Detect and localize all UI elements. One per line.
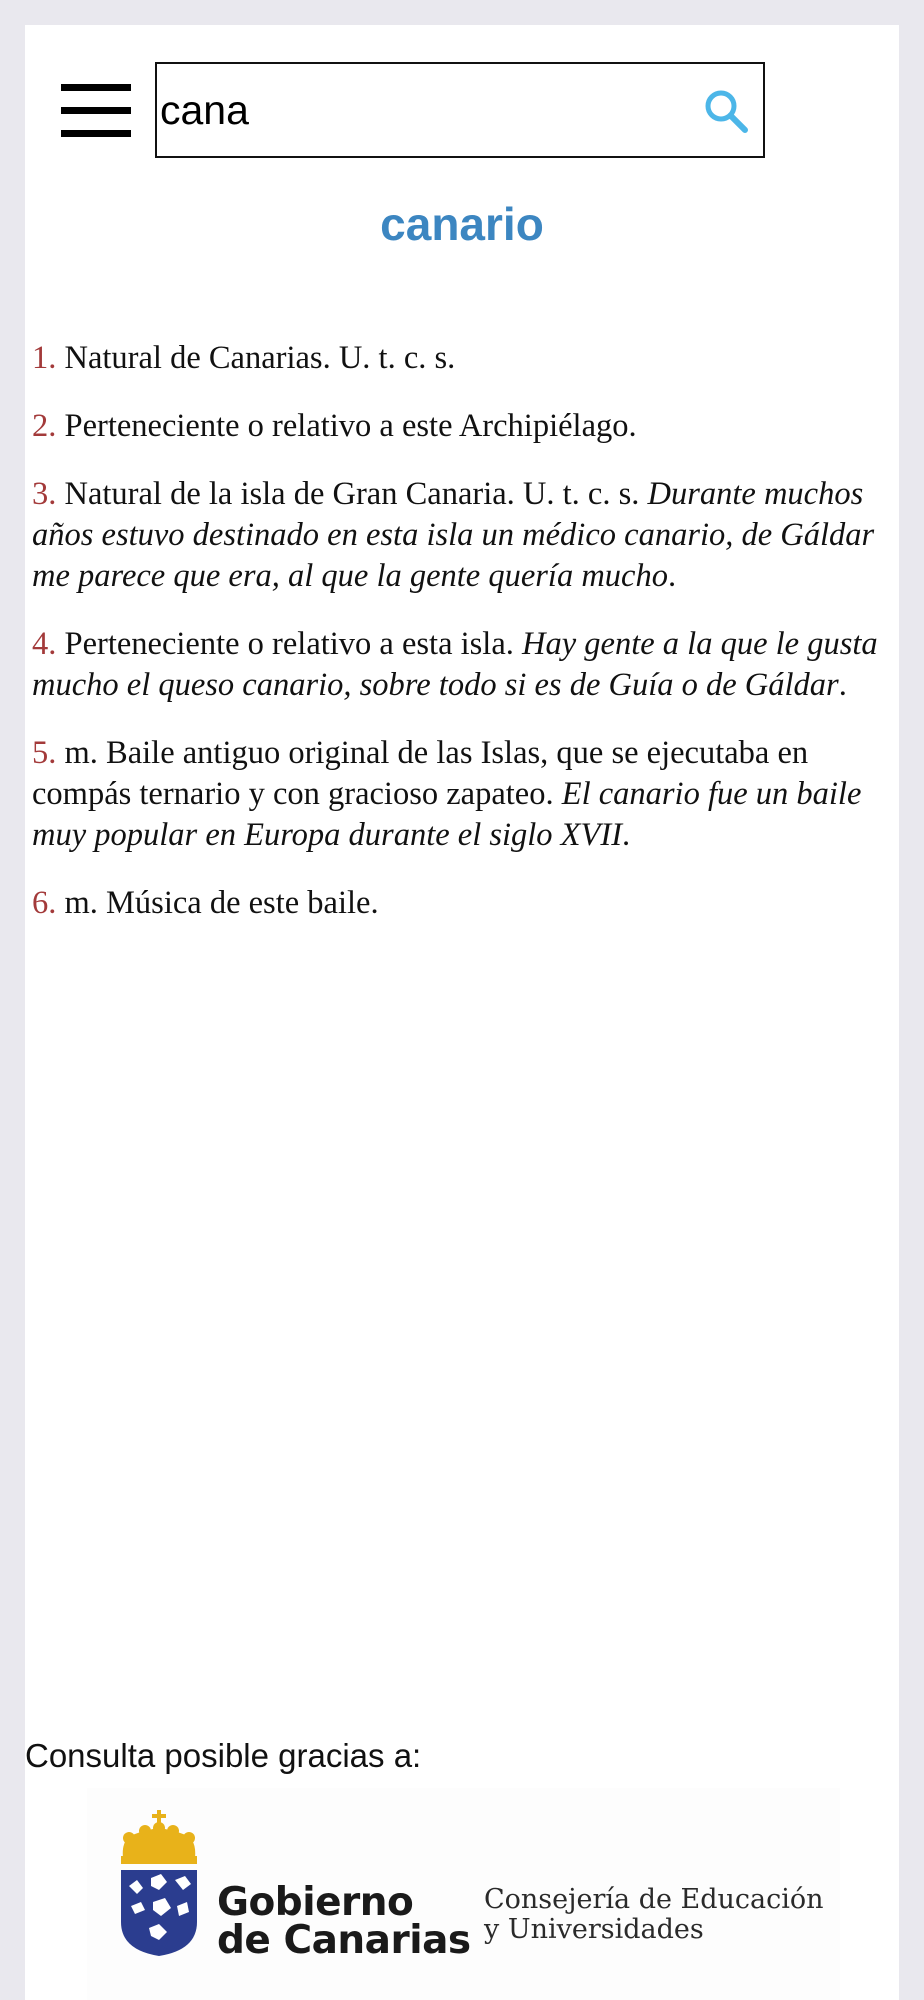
definition-text: Natural de Canarias. U. t. c. s. (56, 340, 456, 376)
definition-number: 6. (32, 885, 57, 921)
definition-item (32, 338, 894, 379)
sponsor-caption: Consulta posible gracias a: (25, 1737, 422, 1774)
search-input[interactable] (160, 64, 680, 156)
department-line-1: Consejería de Educación (484, 1884, 824, 1915)
definition-item (32, 733, 894, 856)
gobierno-canarias-emblem-icon (115, 1810, 205, 1960)
definition-text: Perteneciente o relativo a esta isla. (56, 626, 523, 662)
definition-tail: . (838, 667, 847, 703)
logo-line-2: de Canarias (217, 1918, 471, 1963)
definition-item (32, 406, 894, 447)
definition-number: 2. (32, 408, 57, 444)
sponsor-logo (87, 1788, 840, 2000)
definition-number: 4. (32, 626, 57, 662)
definition-text: Perteneciente o relativo a este Archipiélago. (56, 408, 637, 444)
definition-number: 5. (32, 735, 57, 771)
definition-item (32, 624, 894, 706)
definition-example: El canario fue un baile muy popular en Europa durante el siglo XVII (32, 776, 862, 853)
definition-tail: . (667, 558, 677, 594)
definition-text: m. Música de este baile. (56, 885, 379, 921)
definition-tail: . (622, 817, 631, 853)
main-card (25, 25, 899, 2000)
definition-number: 3. (32, 476, 57, 512)
definition-text: m. Baile antiguo original de las Islas, que se ejecutaba en compás ternario y con gracioso zapateo. (32, 735, 809, 812)
search-bar (155, 62, 765, 158)
definition-number: 1. (32, 340, 57, 376)
department-name (484, 1885, 824, 1945)
definition-example: Durante muchos años estuvo destinado en esta isla un médico canario, de Gáldar me parece que era, al que la gente quería mucho (32, 476, 875, 594)
search-icon[interactable] (703, 88, 749, 134)
logo-wordmark (217, 1880, 471, 1963)
entry-headword: canario (380, 198, 544, 250)
definition-item (32, 883, 894, 924)
logo-line-1: Gobierno (217, 1880, 414, 1925)
department-line-2: y Universidades (484, 1914, 704, 1945)
definition-item (32, 474, 894, 597)
menu-icon[interactable] (61, 84, 131, 137)
definitions-list (32, 338, 894, 951)
definition-text: Natural de la isla de Gran Canaria. U. t. c. s. (56, 476, 648, 512)
definition-example: Hay gente a la que le gusta mucho el queso canario, sobre todo si es de Guía o de Gáldar (32, 626, 878, 703)
